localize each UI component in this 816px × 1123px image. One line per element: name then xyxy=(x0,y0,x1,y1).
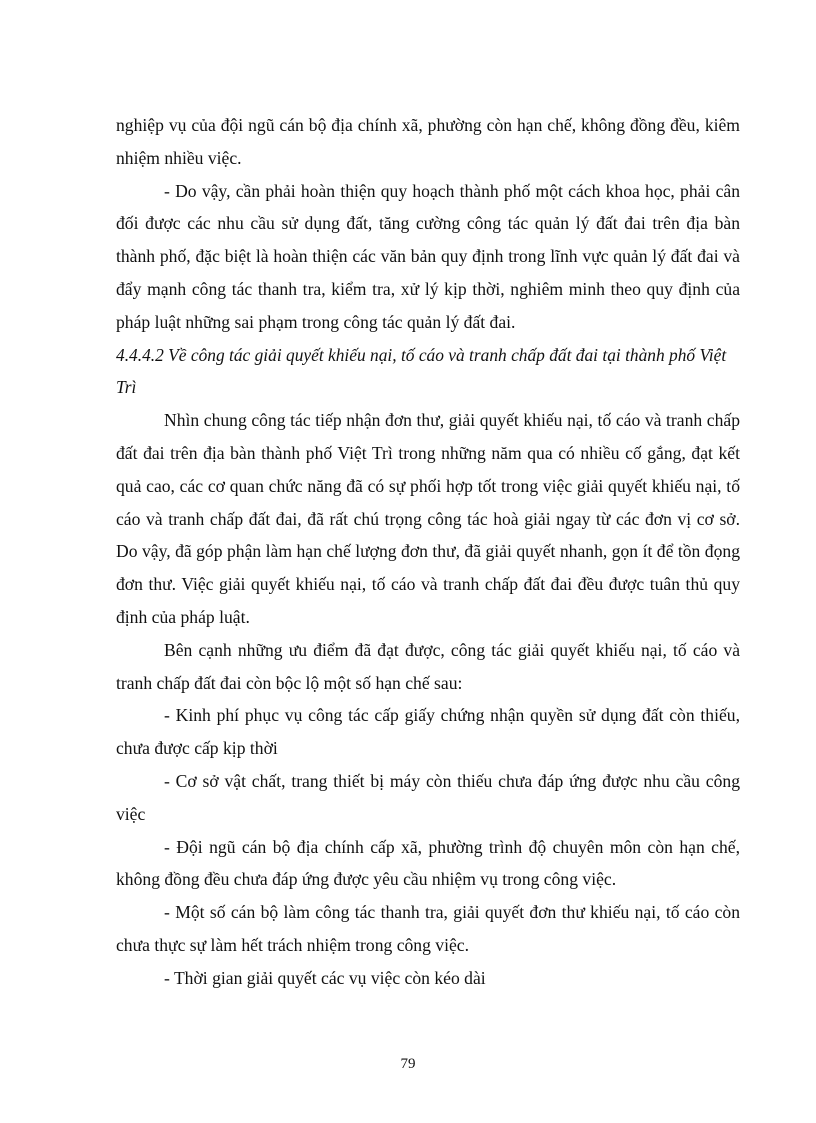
paragraph-planning-improvement: - Do vậy, cần phải hoàn thiện quy hoạch thành phố một cách khoa học, phải cân đối được các nhu cầu sử dụng đất, tăng cường công tác quản lý đất đai trên địa bàn thành phố, đặc biệt là hoàn thiện các văn bản quy định trong lĩnh vực quản lý đất đai và đẩy mạnh công tác thanh tra, kiểm tra, xử lý kịp thời, nghiêm minh theo quy định của pháp luật những sai phạm trong công tác quản lý đất đai. xyxy=(116,180,740,332)
list-item-staff-qualification: - Đội ngũ cán bộ địa chính cấp xã, phường trình độ chuyên môn còn hạn chế, không đồng đều chưa đáp ứng được yêu cầu nhiệm vụ trong công việc. xyxy=(116,836,740,890)
section-heading-complaints: 4.4.4.2 Về công tác giải quyết khiếu nại, tố cáo và tranh chấp đất đai tại thành phố Việt Trì xyxy=(116,344,727,398)
paragraph-limitations-intro: Bên cạnh những ưu điểm đã đạt được, công tác giải quyết khiếu nại, tố cáo và tranh chấp đất đai còn bộc lộ một số hạn chế sau: xyxy=(116,639,740,693)
paragraph-staff-limitations: nghiệp vụ của đội ngũ cán bộ địa chính xã, phường còn hạn chế, không đồng đều, kiêm nhiệm nhiều việc. xyxy=(116,115,740,168)
body-text xyxy=(116,109,740,995)
paragraph-overview: Nhìn chung công tác tiếp nhận đơn thư, giải quyết khiếu nại, tố cáo và tranh chấp đất đai trên địa bàn thành phố Việt Trì trong những năm qua có nhiều cố gắng, đạt kết quả cao, các cơ quan chức năng đã có sự phối hợp tốt trong việc giải quyết khiếu nại, tố cáo và tranh chấp đất đai, đã rất chú trọng công tác hoà giải ngay từ các đơn vị cơ sở. Do vậy, đã góp phận làm hạn chế lượng đơn thư, đã giải quyết nhanh, gọn ít để tồn đọng đơn thư. Việc giải quyết khiếu nại, tố cáo và tranh chấp đất đai đều được tuân thủ quy định của pháp luật. xyxy=(116,410,740,627)
list-item-processing-time: - Thời gian giải quyết các vụ việc còn kéo dài xyxy=(164,967,486,988)
list-item-facilities: - Cơ sở vật chất, trang thiết bị máy còn thiếu chưa đáp ứng được nhu cầu công việc xyxy=(116,770,740,824)
page-number: 79 xyxy=(400,1056,416,1072)
list-item-responsibility: - Một số cán bộ làm công tác thanh tra, giải quyết đơn thư khiếu nại, tố cáo còn chưa thực sự làm hết trách nhiệm trong công việc. xyxy=(116,902,740,955)
list-item-funding: - Kinh phí phục vụ công tác cấp giấy chứng nhận quyền sử dụng đất còn thiếu, chưa được cấp kịp thời xyxy=(116,705,740,759)
